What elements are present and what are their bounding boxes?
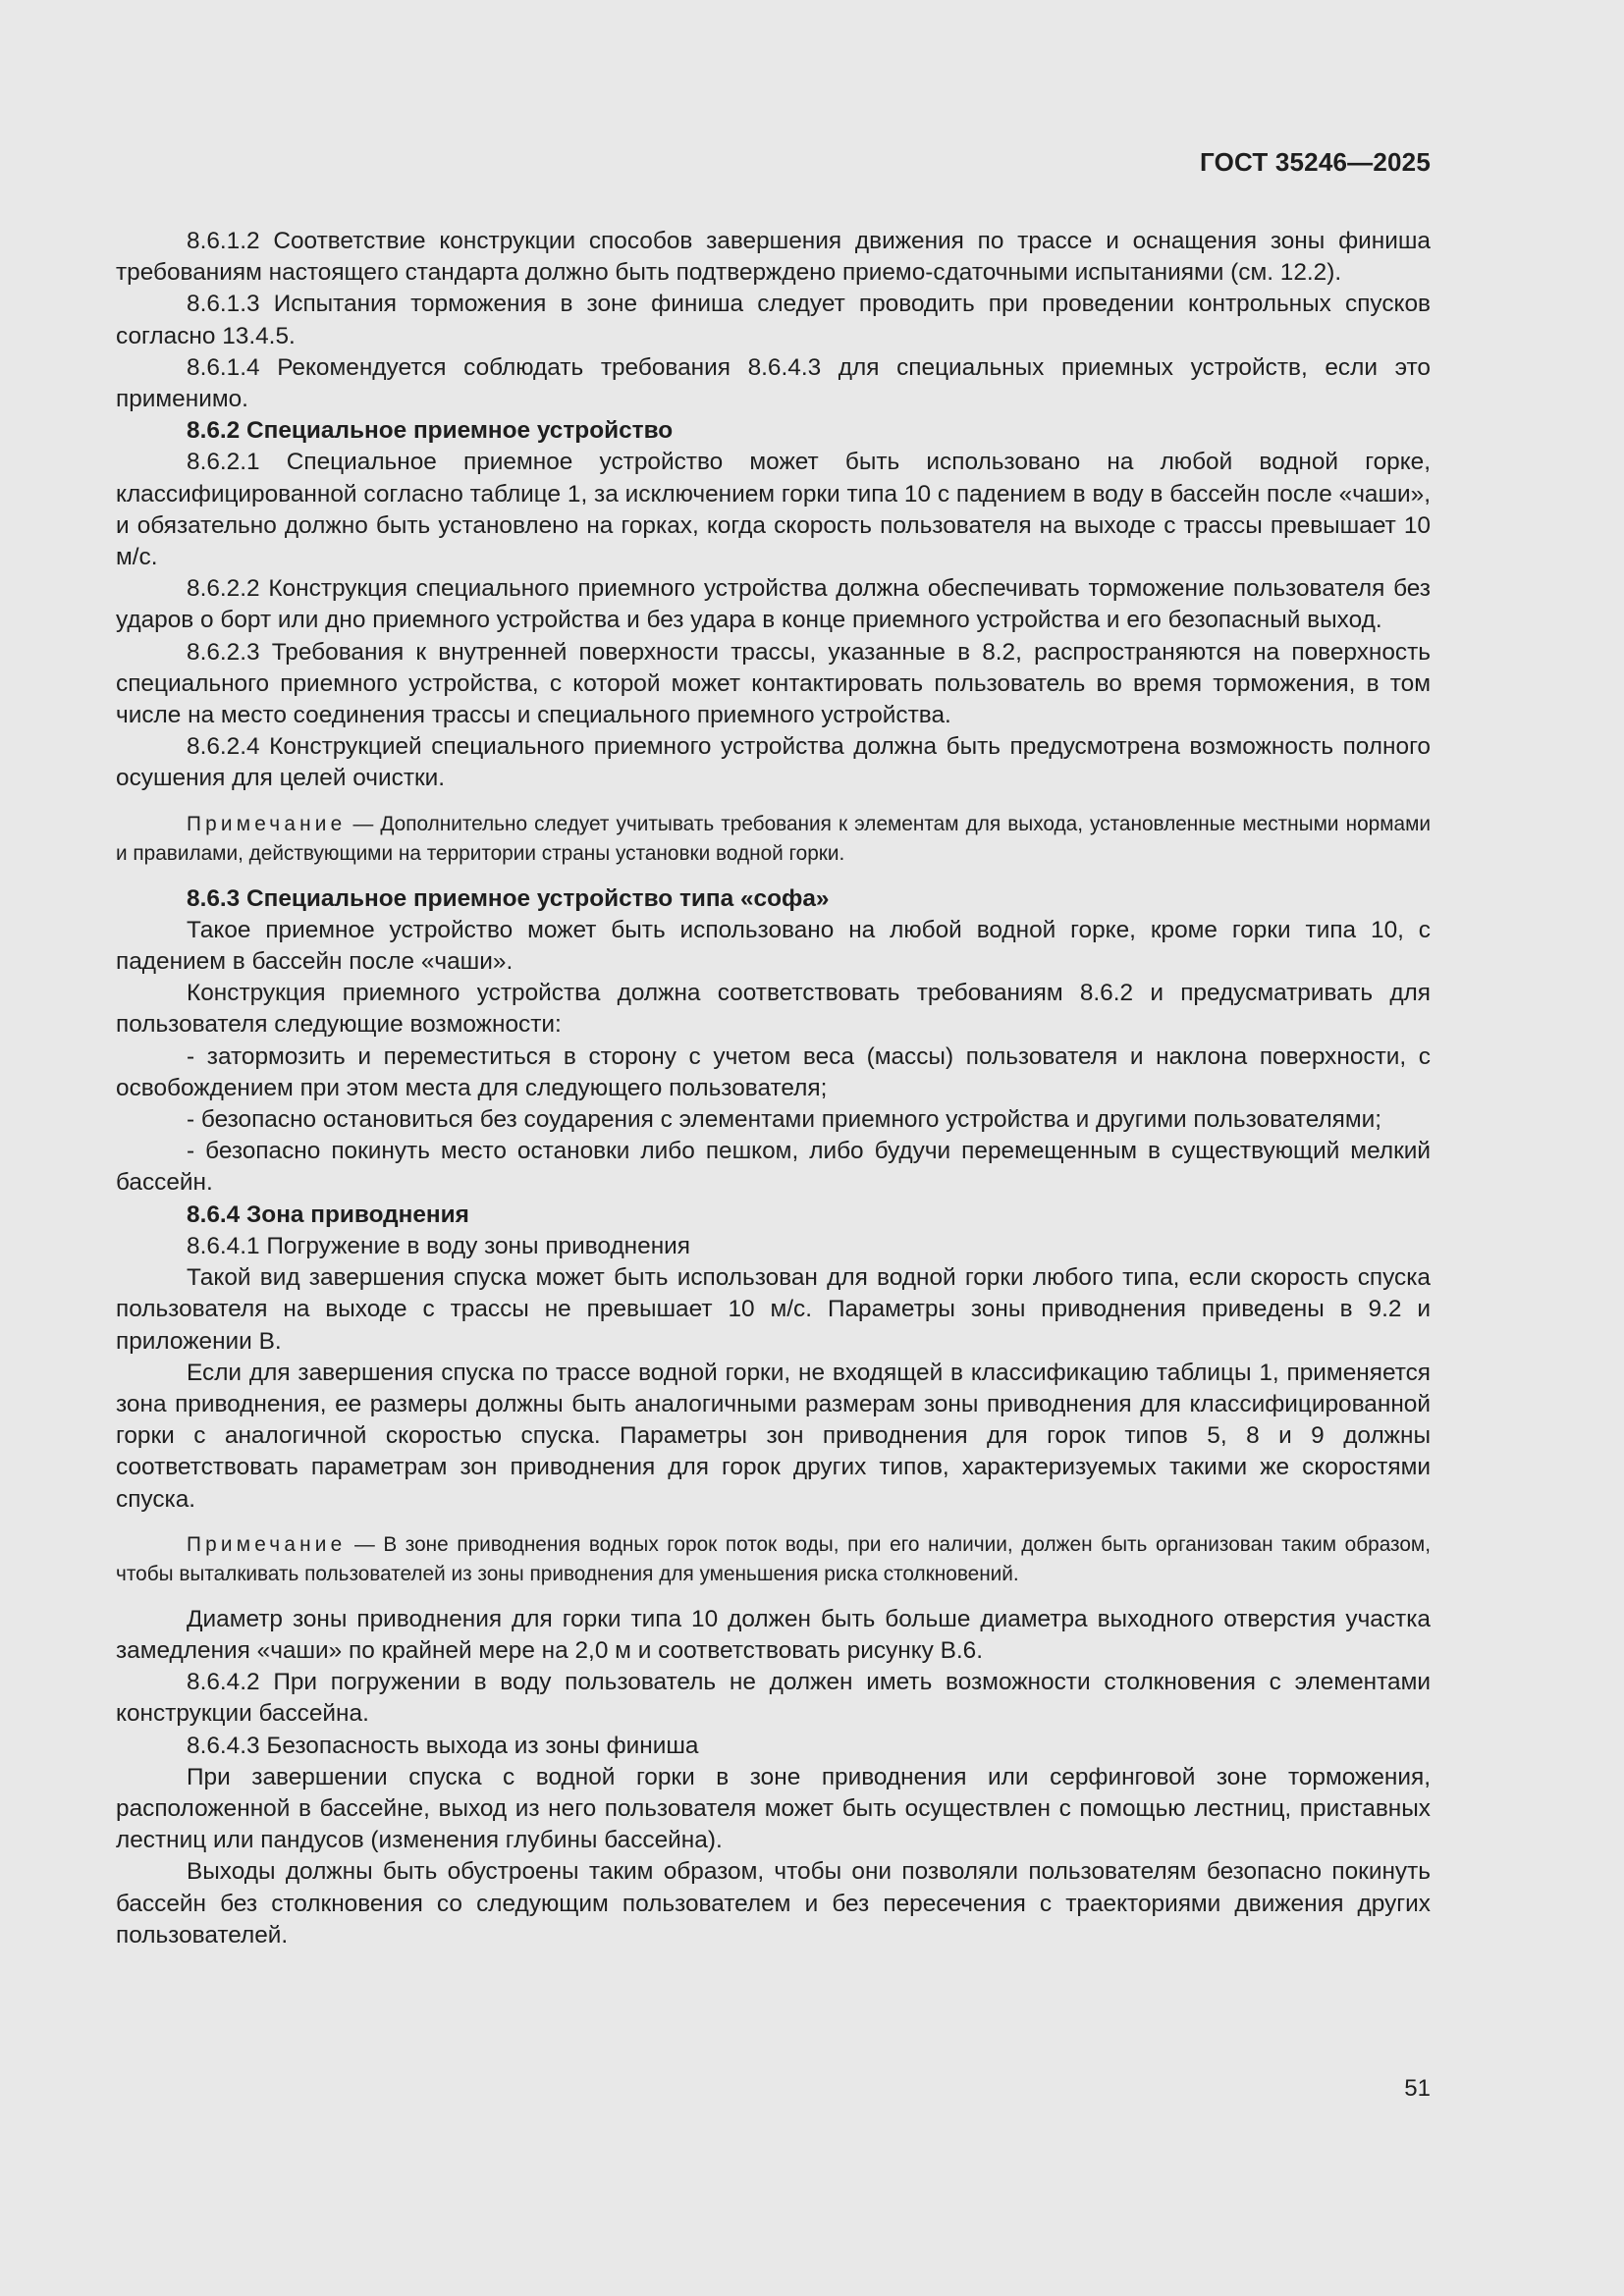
list-item-stop: - безопасно остановиться без соударения с элементами приемного устройства и другими пользователями;: [187, 1106, 1382, 1134]
paragraph-8-6-2-1: 8.6.2.1 Специальное приемное устройство может быть использовано на любой водной горке, классифицированной согласно таблице 1, за исключением горки типа 10 с падением в воду в бассейн после «чаши», и обязательно должно быть установлено на горках, когда скорость пользователя на выходе с трассы превышает 10 м/с.: [116, 449, 1431, 571]
paragraph-bowl-diameter: Диаметр зоны приводнения для горки типа 10 должен быть больше диаметра выходного отверстия участка замедления «чаши» по крайней мере на 2,0 м и соответствовать рисунку В.6.: [116, 1605, 1431, 1664]
section-heading-8-6-3: 8.6.3 Специальное приемное устройство типа «софа»: [187, 884, 830, 912]
paragraph-8-6-2-3: 8.6.2.3 Требования к внутренней поверхности трассы, указанные в 8.2, распространяются на поверхность специального приемного устройства, с которой может контактировать пользователь во время торможения, в том числе на место соединения трассы и специального приемного устройства.: [116, 638, 1431, 729]
paragraph-exit-layout: Выходы должны быть обустроены таким образом, чтобы они позволяли пользователям безопасно покинуть бассейн без столкновения со следующим пользователем и без пересечения с траекториями движения других пользователей.: [116, 1858, 1431, 1949]
note-label: Примечание: [187, 1532, 347, 1556]
paragraph-splash-dimensions: Если для завершения спуска по трассе водной горки, не входящей в классификацию таблицы 1, применяется зона приводнения, ее размеры должны быть аналогичными размерам зоны приводнения для классифицированной горки с аналогичной скоростью спуска. Параметры зон приводнения для горок типов 5, 8 и 9 должны соответствовать параметрам зон приводнения для горок других типов, характеризуемых такими же скоростями спуска.: [116, 1359, 1431, 1513]
document-page: [116, 0, 1431, 2296]
paragraph-8-6-1-4: 8.6.1.4 Рекомендуется соблюдать требования 8.6.4.3 для специальных приемных устройств, если это применимо.: [116, 353, 1431, 413]
paragraph-sofa-requirements: Конструкция приемного устройства должна соответствовать требованиям 8.6.2 и предусматривать для пользователя следующие возможности:: [116, 980, 1431, 1039]
note-2: [116, 1530, 1431, 1589]
section-heading-8-6-4: 8.6.4 Зона приводнения: [187, 1201, 469, 1228]
list-item-brake: - затормозить и переместиться в сторону с учетом веса (массы) пользователя и наклона поверхности, с освобождением при этом места для следующего пользователя;: [116, 1042, 1431, 1101]
paragraph-8-6-1-2: 8.6.1.2 Соответствие конструкции способов завершения движения по трассе и оснащения зоны финиша требованиям настоящего стандарта должно быть подтверждено приемо-сдаточными испытаниями (см. 12.2).: [116, 228, 1431, 287]
paragraph-8-6-4-2: 8.6.4.2 При погружении в воду пользователь не должен иметь возможности столкновения с элементами конструкции бассейна.: [116, 1669, 1431, 1728]
standard-header: ГОСТ 35246—2025: [1200, 147, 1431, 177]
subheading-8-6-4-1: 8.6.4.1 Погружение в воду зоны приводнения: [187, 1232, 691, 1259]
note-text: — Дополнительно следует учитывать требования к элементам для выхода, установленные местными нормами и правилами, действующими на территории страны установки водной горки.: [116, 812, 1431, 865]
paragraph-exit-means: При завершении спуска с водной горки в зоне приводнения или серфинговой зоне торможения, расположенной в бассейне, выход из него пользователя может быть осуществлен с помощью лестниц, приставных лестниц или пандусов (изменения глубины бассейна).: [116, 1763, 1431, 1854]
note-text: — В зоне приводнения водных горок поток воды, при его наличии, должен быть организован таким образом, чтобы выталкивать пользователей из зоны приводнения для уменьшения риска столкновений.: [116, 1532, 1431, 1585]
paragraph-8-6-2-4: 8.6.2.4 Конструкцией специального приемного устройства должна быть предусмотрена возможность полного осушения для целей очистки.: [116, 733, 1431, 792]
document-body: [116, 226, 1431, 1951]
note-label: Примечание: [187, 812, 347, 835]
page-number: 51: [1404, 2075, 1431, 2102]
subheading-8-6-4-3: 8.6.4.3 Безопасность выхода из зоны финиша: [187, 1732, 699, 1759]
section-heading-8-6-2: 8.6.2 Специальное приемное устройство: [187, 417, 674, 445]
paragraph-sofa-usage: Такое приемное устройство может быть использовано на любой водной горке, кроме горки типа 10, с падением в бассейн после «чаши».: [116, 916, 1431, 976]
paragraph-splash-usage: Такой вид завершения спуска может быть использован для водной горки любого типа, если скорость спуска пользователя на выходе с трассы не превышает 10 м/с. Параметры зоны приводнения приведены в 9.2 и приложении В.: [116, 1264, 1431, 1355]
paragraph-8-6-1-3: 8.6.1.3 Испытания торможения в зоне финиша следует проводить при проведении контрольных спусков согласно 13.4.5.: [116, 291, 1431, 349]
paragraph-8-6-2-2: 8.6.2.2 Конструкция специального приемного устройства должна обеспечивать торможение пользователя без ударов о борт или дно приемного устройства и без удара в конце приемного устройства и его безопасный выход.: [116, 575, 1431, 634]
note-1: [116, 810, 1431, 869]
list-item-exit: - безопасно покинуть место остановки либо пешком, либо будучи перемещенным в существующий мелкий бассейн.: [116, 1138, 1431, 1197]
